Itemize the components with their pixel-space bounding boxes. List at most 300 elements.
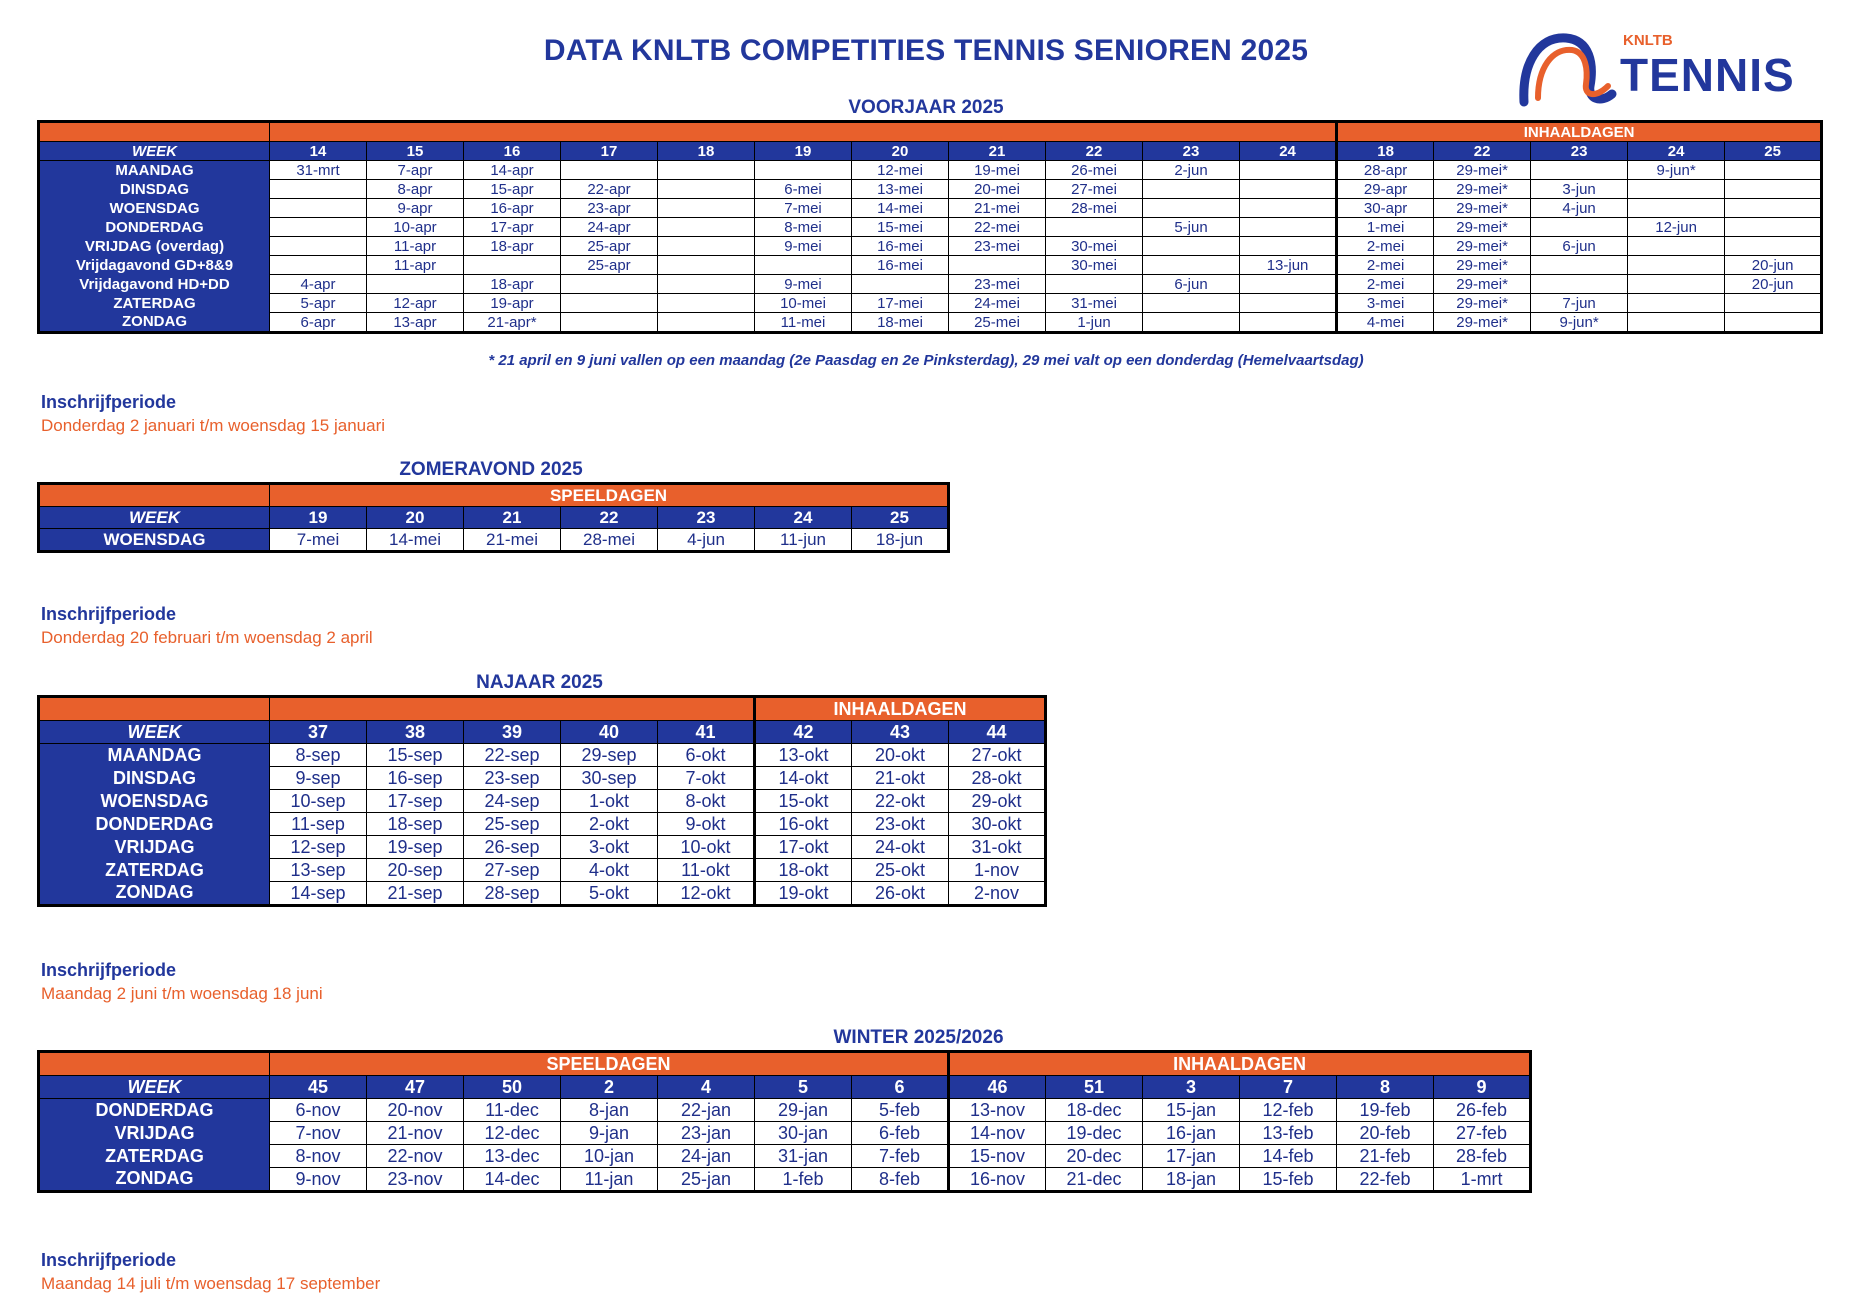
najaar-date-cell: 9-sep (270, 767, 367, 790)
voorjaar-inhaal-date-cell: 4-jun (1531, 199, 1628, 218)
voorjaar-date-cell (561, 161, 658, 180)
najaar-date-cell: 24-sep (464, 790, 561, 813)
najaar-day-label: DINSDAG (39, 767, 270, 790)
voorjaar-table (37, 120, 1823, 334)
winter-date-cell: 22-nov (367, 1145, 464, 1168)
voorjaar-date-cell (270, 256, 367, 275)
voorjaar-inhaal-date-cell (1725, 180, 1822, 199)
winter-date-cell: 12-dec (464, 1122, 561, 1145)
najaar-week-row (39, 721, 1046, 744)
voorjaar-date-cell: 2-jun (1143, 161, 1240, 180)
zomeravond-date-cell: 21-mei (464, 529, 561, 552)
najaar-header-blank (39, 697, 270, 721)
najaar-date-cell: 1-okt (561, 790, 658, 813)
zomeravond-section-header-row (39, 484, 949, 507)
zomeravond-date-cell: 28-mei (561, 529, 658, 552)
zomeravond-header-blank (39, 484, 270, 507)
winter-table (37, 1050, 1532, 1193)
zomeravond-week-20: 20 (367, 507, 464, 529)
winter-week-45: 45 (270, 1076, 367, 1099)
voorjaar-date-cell (1143, 294, 1240, 313)
voorjaar-date-cell (1143, 313, 1240, 333)
zomeravond-week-24: 24 (755, 507, 852, 529)
najaar-table (37, 695, 1047, 907)
winter-week-6: 6 (852, 1076, 949, 1099)
voorjaar-date-cell: 5-jun (1143, 218, 1240, 237)
winter-date-cell: 11-jan (561, 1168, 658, 1192)
winter-date-cell: 8-jan (561, 1099, 658, 1122)
najaar-inhaal-date-cell: 21-okt (852, 767, 949, 790)
voorjaar-date-cell: 5-apr (270, 294, 367, 313)
winter-date-cell: 8-feb (852, 1168, 949, 1192)
voorjaar-inhaal-date-cell (1725, 237, 1822, 256)
winter-date-cell: 25-jan (658, 1168, 755, 1192)
voorjaar-inhaal-date-cell: 2-mei (1337, 256, 1434, 275)
winter-inhaal-date-cell: 20-feb (1337, 1122, 1434, 1145)
najaar-day-label: DONDERDAG (39, 813, 270, 836)
voorjaar-week-21: 21 (949, 142, 1046, 161)
voorjaar-inhaal-date-cell: 7-jun (1531, 294, 1628, 313)
winter-day-label: ZATERDAG (39, 1145, 270, 1168)
zomeravond-date-cell: 18-jun (852, 529, 949, 552)
winter-title: WINTER 2025/2026 (833, 1027, 1004, 1048)
najaar-section-header-row (39, 697, 1046, 721)
winter-inhaal-week-46: 46 (949, 1076, 1046, 1099)
winter-inhaal-date-cell: 15-nov (949, 1145, 1046, 1168)
winter-week-4: 4 (658, 1076, 755, 1099)
voorjaar-date-cell (270, 218, 367, 237)
winter-inhaal-date-cell: 18-jan (1143, 1168, 1240, 1192)
voorjaar-inhaal-date-cell (1628, 199, 1725, 218)
najaar-date-cell: 25-sep (464, 813, 561, 836)
najaar-inhaal-date-cell: 26-okt (852, 882, 949, 906)
voorjaar-date-cell: 21-mei (949, 199, 1046, 218)
voorjaar-inhaal-date-cell: 29-mei* (1434, 180, 1531, 199)
najaar-date-cell: 15-sep (367, 744, 464, 767)
winter-speeldagen-header: SPEELDAGEN (270, 1052, 949, 1076)
voorjaar-day-row (39, 275, 1822, 294)
voorjaar-date-cell: 24-mei (949, 294, 1046, 313)
voorjaar-date-cell: 17-apr (464, 218, 561, 237)
voorjaar-date-cell (1240, 180, 1337, 199)
najaar-date-cell: 4-okt (561, 859, 658, 882)
voorjaar-inhaal-date-cell (1531, 275, 1628, 294)
voorjaar-inhaal-date-cell: 29-mei* (1434, 256, 1531, 275)
voorjaar-date-cell (561, 275, 658, 294)
voorjaar-date-cell (755, 256, 852, 275)
voorjaar-inhaal-week-25: 25 (1725, 142, 1822, 161)
najaar-inhaal-date-cell: 28-okt (949, 767, 1046, 790)
winter-inhaal-week-51: 51 (1046, 1076, 1143, 1099)
voorjaar-inhaal-week-23: 23 (1531, 142, 1628, 161)
najaar-date-cell: 23-sep (464, 767, 561, 790)
winter-date-cell: 20-nov (367, 1099, 464, 1122)
najaar-inhaal-date-cell: 27-okt (949, 744, 1046, 767)
voorjaar-date-cell (1240, 275, 1337, 294)
voorjaar-day-label: ZONDAG (39, 313, 270, 333)
winter-inhaal-week-8: 8 (1337, 1076, 1434, 1099)
najaar-date-cell: 30-sep (561, 767, 658, 790)
najaar-week-40: 40 (561, 721, 658, 744)
voorjaar-date-cell: 25-apr (561, 256, 658, 275)
najaar-week-label: WEEK (39, 721, 270, 744)
voorjaar-day-row (39, 180, 1822, 199)
voorjaar-inhaal-date-cell (1628, 256, 1725, 275)
winter-date-cell: 9-nov (270, 1168, 367, 1192)
voorjaar-day-label: WOENSDAG (39, 199, 270, 218)
najaar-day-label: MAANDAG (39, 744, 270, 767)
voorjaar-week-18: 18 (658, 142, 755, 161)
voorjaar-date-cell: 16-mei (852, 256, 949, 275)
voorjaar-day-label: Vrijdagavond HD+DD (39, 275, 270, 294)
najaar-date-cell: 26-sep (464, 836, 561, 859)
voorjaar-date-cell: 11-apr (367, 237, 464, 256)
voorjaar-date-cell (658, 313, 755, 333)
voorjaar-date-cell (1046, 218, 1143, 237)
voorjaar-inhaal-date-cell: 2-mei (1337, 275, 1434, 294)
najaar-day-row (39, 813, 1046, 836)
winter-day-row (39, 1099, 1531, 1122)
voorjaar-date-cell (658, 218, 755, 237)
najaar-inhaal-week-44: 44 (949, 721, 1046, 744)
voorjaar-date-cell (658, 199, 755, 218)
zomeravond-date-cell: 14-mei (367, 529, 464, 552)
winter-date-cell: 8-nov (270, 1145, 367, 1168)
najaar-day-row (39, 836, 1046, 859)
najaar-date-cell: 10-sep (270, 790, 367, 813)
najaar-inhaal-date-cell: 25-okt (852, 859, 949, 882)
najaar-week-37: 37 (270, 721, 367, 744)
voorjaar-inhaal-date-cell: 1-mei (1337, 218, 1434, 237)
voorjaar-date-cell (270, 237, 367, 256)
voorjaar-date-cell: 12-apr (367, 294, 464, 313)
voorjaar-inhaal-date-cell (1725, 161, 1822, 180)
voorjaar-section-header-row (39, 122, 1822, 142)
winter-inhaal-week-9: 9 (1434, 1076, 1531, 1099)
voorjaar-date-cell: 26-mei (1046, 161, 1143, 180)
voorjaar-title: VOORJAAR 2025 (848, 97, 1004, 118)
voorjaar-inhaal-week-18: 18 (1337, 142, 1434, 161)
voorjaar-date-cell: 8-apr (367, 180, 464, 199)
voorjaar-date-cell: 21-apr* (464, 313, 561, 333)
najaar-date-cell: 16-sep (367, 767, 464, 790)
voorjaar-week-19: 19 (755, 142, 852, 161)
voorjaar-date-cell: 1-jun (1046, 313, 1143, 333)
voorjaar-date-cell (755, 161, 852, 180)
voorjaar-day-label: DINSDAG (39, 180, 270, 199)
voorjaar-day-label: MAANDAG (39, 161, 270, 180)
voorjaar-date-cell: 11-apr (367, 256, 464, 275)
voorjaar-inhaal-date-cell (1531, 161, 1628, 180)
zomeravond-week-row (39, 507, 949, 529)
voorjaar-inhaal-date-cell (1725, 218, 1822, 237)
voorjaar-date-cell: 19-apr (464, 294, 561, 313)
najaar-week-39: 39 (464, 721, 561, 744)
najaar-inhaal-date-cell: 16-okt (755, 813, 852, 836)
najaar-inhaal-date-cell: 19-okt (755, 882, 852, 906)
voorjaar-inhaal-date-cell: 2-mei (1337, 237, 1434, 256)
winter-date-cell: 14-dec (464, 1168, 561, 1192)
winter-day-row (39, 1145, 1531, 1168)
winter-inhaal-date-cell: 27-feb (1434, 1122, 1531, 1145)
winter-inhaal-date-cell: 19-dec (1046, 1122, 1143, 1145)
najaar-inhaaldagen-header: INHAALDAGEN (755, 697, 1046, 721)
najaar-date-cell: 9-okt (658, 813, 755, 836)
najaar-date-cell: 2-okt (561, 813, 658, 836)
voorjaar-date-cell (658, 256, 755, 275)
najaar-inhaal-date-cell: 15-okt (755, 790, 852, 813)
najaar-date-cell: 29-sep (561, 744, 658, 767)
winter-inhaal-date-cell: 19-feb (1337, 1099, 1434, 1122)
najaar-inschrijf-label: Inschrijfperiode (41, 960, 177, 980)
winter-day-label: ZONDAG (39, 1168, 270, 1192)
najaar-date-cell: 22-sep (464, 744, 561, 767)
voorjaar-date-cell: 14-mei (852, 199, 949, 218)
voorjaar-date-cell: 4-apr (270, 275, 367, 294)
voorjaar-date-cell: 16-apr (464, 199, 561, 218)
voorjaar-day-row (39, 218, 1822, 237)
voorjaar-inhaal-date-cell: 29-mei* (1434, 237, 1531, 256)
winter-inhaal-date-cell: 18-dec (1046, 1099, 1143, 1122)
winter-day-row (39, 1122, 1531, 1145)
winter-week-47: 47 (367, 1076, 464, 1099)
winter-date-cell: 23-jan (658, 1122, 755, 1145)
najaar-day-label: ZATERDAG (39, 859, 270, 882)
voorjaar-week-14: 14 (270, 142, 367, 161)
voorjaar-date-cell: 9-apr (367, 199, 464, 218)
voorjaar-date-cell (367, 275, 464, 294)
voorjaar-date-cell: 11-mei (755, 313, 852, 333)
najaar-date-cell: 7-okt (658, 767, 755, 790)
najaar-inhaal-date-cell: 30-okt (949, 813, 1046, 836)
zomeravond-week-19: 19 (270, 507, 367, 529)
voorjaar-inhaal-date-cell (1725, 294, 1822, 313)
voorjaar-date-cell (1143, 180, 1240, 199)
voorjaar-date-cell (1143, 256, 1240, 275)
voorjaar-inhaal-date-cell: 29-mei* (1434, 275, 1531, 294)
voorjaar-inhaal-date-cell: 20-jun (1725, 275, 1822, 294)
winter-date-cell: 6-nov (270, 1099, 367, 1122)
winter-inhaal-date-cell: 1-mrt (1434, 1168, 1531, 1192)
najaar-day-label: VRIJDAG (39, 836, 270, 859)
winter-date-cell: 9-jan (561, 1122, 658, 1145)
voorjaar-week-16: 16 (464, 142, 561, 161)
voorjaar-inhaal-date-cell (1531, 218, 1628, 237)
najaar-week-41: 41 (658, 721, 755, 744)
najaar-date-cell: 11-sep (270, 813, 367, 836)
voorjaar-date-cell: 6-jun (1143, 275, 1240, 294)
voorjaar-week-15: 15 (367, 142, 464, 161)
voorjaar-date-cell (561, 313, 658, 333)
zomeravond-title: ZOMERAVOND 2025 (399, 459, 583, 480)
zomeravond-week-25: 25 (852, 507, 949, 529)
winter-inhaaldagen-header: INHAALDAGEN (949, 1052, 1531, 1076)
winter-date-cell: 11-dec (464, 1099, 561, 1122)
winter-inhaal-date-cell: 20-dec (1046, 1145, 1143, 1168)
voorjaar-week-20: 20 (852, 142, 949, 161)
winter-week-2: 2 (561, 1076, 658, 1099)
voorjaar-date-cell: 23-mei (949, 237, 1046, 256)
voorjaar-date-cell: 18-apr (464, 237, 561, 256)
winter-date-cell: 31-jan (755, 1145, 852, 1168)
najaar-inschrijf-period: Maandag 2 juni t/m woensdag 18 juni (41, 984, 323, 1003)
voorjaar-date-cell (1240, 199, 1337, 218)
voorjaar-week-22: 22 (1046, 142, 1143, 161)
voorjaar-day-label: Vrijdagavond GD+8&9 (39, 256, 270, 275)
voorjaar-date-cell: 31-mrt (270, 161, 367, 180)
voorjaar-inhaal-week-22: 22 (1434, 142, 1531, 161)
voorjaar-date-cell (464, 256, 561, 275)
voorjaar-date-cell (1046, 275, 1143, 294)
voorjaar-date-cell (852, 275, 949, 294)
voorjaar-inhaal-date-cell: 6-jun (1531, 237, 1628, 256)
voorjaar-inhaal-date-cell: 9-jun* (1531, 313, 1628, 333)
voorjaar-date-cell: 9-mei (755, 237, 852, 256)
najaar-date-cell: 13-sep (270, 859, 367, 882)
voorjaar-inhaal-date-cell (1628, 275, 1725, 294)
najaar-date-cell: 20-sep (367, 859, 464, 882)
najaar-date-cell: 27-sep (464, 859, 561, 882)
najaar-date-cell: 12-okt (658, 882, 755, 906)
najaar-day-row (39, 744, 1046, 767)
voorjaar-inhaal-date-cell (1628, 237, 1725, 256)
winter-inhaal-date-cell: 21-dec (1046, 1168, 1143, 1192)
winter-inhaal-date-cell: 12-feb (1240, 1099, 1337, 1122)
voorjaar-inhaal-date-cell: 3-mei (1337, 294, 1434, 313)
voorjaar-date-cell (1143, 199, 1240, 218)
voorjaar-date-cell: 23-apr (561, 199, 658, 218)
najaar-date-cell: 18-sep (367, 813, 464, 836)
zomeravond-day-row (39, 529, 949, 552)
winter-week-5: 5 (755, 1076, 852, 1099)
voorjaar-inhaal-date-cell: 29-mei* (1434, 218, 1531, 237)
voorjaar-week-23: 23 (1143, 142, 1240, 161)
voorjaar-date-cell: 10-apr (367, 218, 464, 237)
voorjaar-inhaal-date-cell: 20-jun (1725, 256, 1822, 275)
voorjaar-date-cell: 14-apr (464, 161, 561, 180)
voorjaar-date-cell (658, 180, 755, 199)
najaar-title: NAJAAR 2025 (476, 672, 603, 693)
zomeravond-date-cell: 11-jun (755, 529, 852, 552)
voorjaar-date-cell (658, 294, 755, 313)
voorjaar-date-cell: 18-mei (852, 313, 949, 333)
winter-day-label: DONDERDAG (39, 1099, 270, 1122)
voorjaar-date-cell: 25-mei (949, 313, 1046, 333)
voorjaar-date-cell (1240, 237, 1337, 256)
voorjaar-date-cell: 23-mei (949, 275, 1046, 294)
najaar-inhaal-date-cell: 2-nov (949, 882, 1046, 906)
voorjaar-inhaal-date-cell: 29-mei* (1434, 161, 1531, 180)
winter-inhaal-date-cell: 16-nov (949, 1168, 1046, 1192)
voorjaar-inhaal-date-cell: 29-mei* (1434, 294, 1531, 313)
voorjaar-date-cell (1240, 161, 1337, 180)
winter-inhaal-date-cell: 14-feb (1240, 1145, 1337, 1168)
voorjaar-date-cell: 6-mei (755, 180, 852, 199)
voorjaar-date-cell: 13-jun (1240, 256, 1337, 275)
voorjaar-date-cell: 28-mei (1046, 199, 1143, 218)
voorjaar-day-label: VRIJDAG (overdag) (39, 237, 270, 256)
najaar-date-cell: 5-okt (561, 882, 658, 906)
winter-date-cell: 30-jan (755, 1122, 852, 1145)
voorjaar-inhaal-week-24: 24 (1628, 142, 1725, 161)
voorjaar-date-cell: 18-apr (464, 275, 561, 294)
winter-week-label: WEEK (39, 1076, 270, 1099)
winter-inschrijf-period: Maandag 14 juli t/m woensdag 17 september (41, 1274, 381, 1293)
voorjaar-date-cell: 7-mei (755, 199, 852, 218)
voorjaar-date-cell: 31-mei (1046, 294, 1143, 313)
winter-date-cell: 21-nov (367, 1122, 464, 1145)
najaar-date-cell: 8-sep (270, 744, 367, 767)
winter-date-cell: 1-feb (755, 1168, 852, 1192)
zomeravond-speeldagen-header: SPEELDAGEN (270, 484, 949, 507)
voorjaar-date-cell: 17-mei (852, 294, 949, 313)
voorjaar-inhaal-date-cell (1531, 256, 1628, 275)
najaar-day-label: WOENSDAG (39, 790, 270, 813)
zomeravond-inschrijf-label: Inschrijfperiode (41, 604, 177, 624)
najaar-speeldagen-header (270, 697, 755, 721)
najaar-day-row (39, 790, 1046, 813)
voorjaar-date-cell: 7-apr (367, 161, 464, 180)
najaar-day-row (39, 859, 1046, 882)
voorjaar-date-cell (658, 275, 755, 294)
voorjaar-date-cell: 9-mei (755, 275, 852, 294)
najaar-date-cell: 6-okt (658, 744, 755, 767)
voorjaar-date-cell: 12-mei (852, 161, 949, 180)
najaar-inhaal-week-43: 43 (852, 721, 949, 744)
najaar-date-cell: 28-sep (464, 882, 561, 906)
voorjaar-date-cell: 27-mei (1046, 180, 1143, 199)
voorjaar-date-cell (1240, 294, 1337, 313)
zomeravond-day-label: WOENSDAG (39, 529, 270, 552)
voorjaar-inhaal-date-cell: 9-jun* (1628, 161, 1725, 180)
najaar-date-cell: 11-okt (658, 859, 755, 882)
zomeravond-week-22: 22 (561, 507, 658, 529)
voorjaar-date-cell (949, 256, 1046, 275)
page-title: DATA KNLTB COMPETITIES TENNIS SENIOREN 2025 (543, 34, 1309, 67)
winter-date-cell: 7-nov (270, 1122, 367, 1145)
voorjaar-date-cell: 6-apr (270, 313, 367, 333)
voorjaar-footnote: * 21 april en 9 juni vallen op een maandag (2e Paasdag en 2e Pinksterdag), 29 mei valt op een donderdag (Hemelvaartsdag) (488, 352, 1364, 369)
winter-week-50: 50 (464, 1076, 561, 1099)
zomeravond-week-21: 21 (464, 507, 561, 529)
najaar-inhaal-date-cell: 31-okt (949, 836, 1046, 859)
voorjaar-date-cell (1143, 237, 1240, 256)
voorjaar-day-label: DONDERDAG (39, 218, 270, 237)
voorjaar-date-cell (658, 237, 755, 256)
zomeravond-date-cell: 4-jun (658, 529, 755, 552)
najaar-date-cell: 19-sep (367, 836, 464, 859)
voorjaar-speeldagen-header (270, 122, 1337, 142)
voorjaar-day-row (39, 237, 1822, 256)
voorjaar-date-cell: 13-apr (367, 313, 464, 333)
voorjaar-date-cell (1240, 218, 1337, 237)
voorjaar-inhaaldagen-header: INHAALDAGEN (1337, 122, 1822, 142)
voorjaar-date-cell: 19-mei (949, 161, 1046, 180)
voorjaar-inhaal-date-cell: 12-jun (1628, 218, 1725, 237)
najaar-date-cell: 14-sep (270, 882, 367, 906)
najaar-inhaal-date-cell: 20-okt (852, 744, 949, 767)
voorjaar-day-row (39, 161, 1822, 180)
winter-inhaal-date-cell: 22-feb (1337, 1168, 1434, 1192)
voorjaar-date-cell: 24-apr (561, 218, 658, 237)
voorjaar-inhaal-date-cell: 4-mei (1337, 313, 1434, 333)
zomeravond-inschrijf-period: Donderdag 20 februari t/m woensdag 2 april (41, 628, 373, 647)
winter-inhaal-date-cell: 28-feb (1434, 1145, 1531, 1168)
najaar-inhaal-date-cell: 29-okt (949, 790, 1046, 813)
winter-section-header-row (39, 1052, 1531, 1076)
voorjaar-date-cell: 25-apr (561, 237, 658, 256)
voorjaar-date-cell (270, 199, 367, 218)
